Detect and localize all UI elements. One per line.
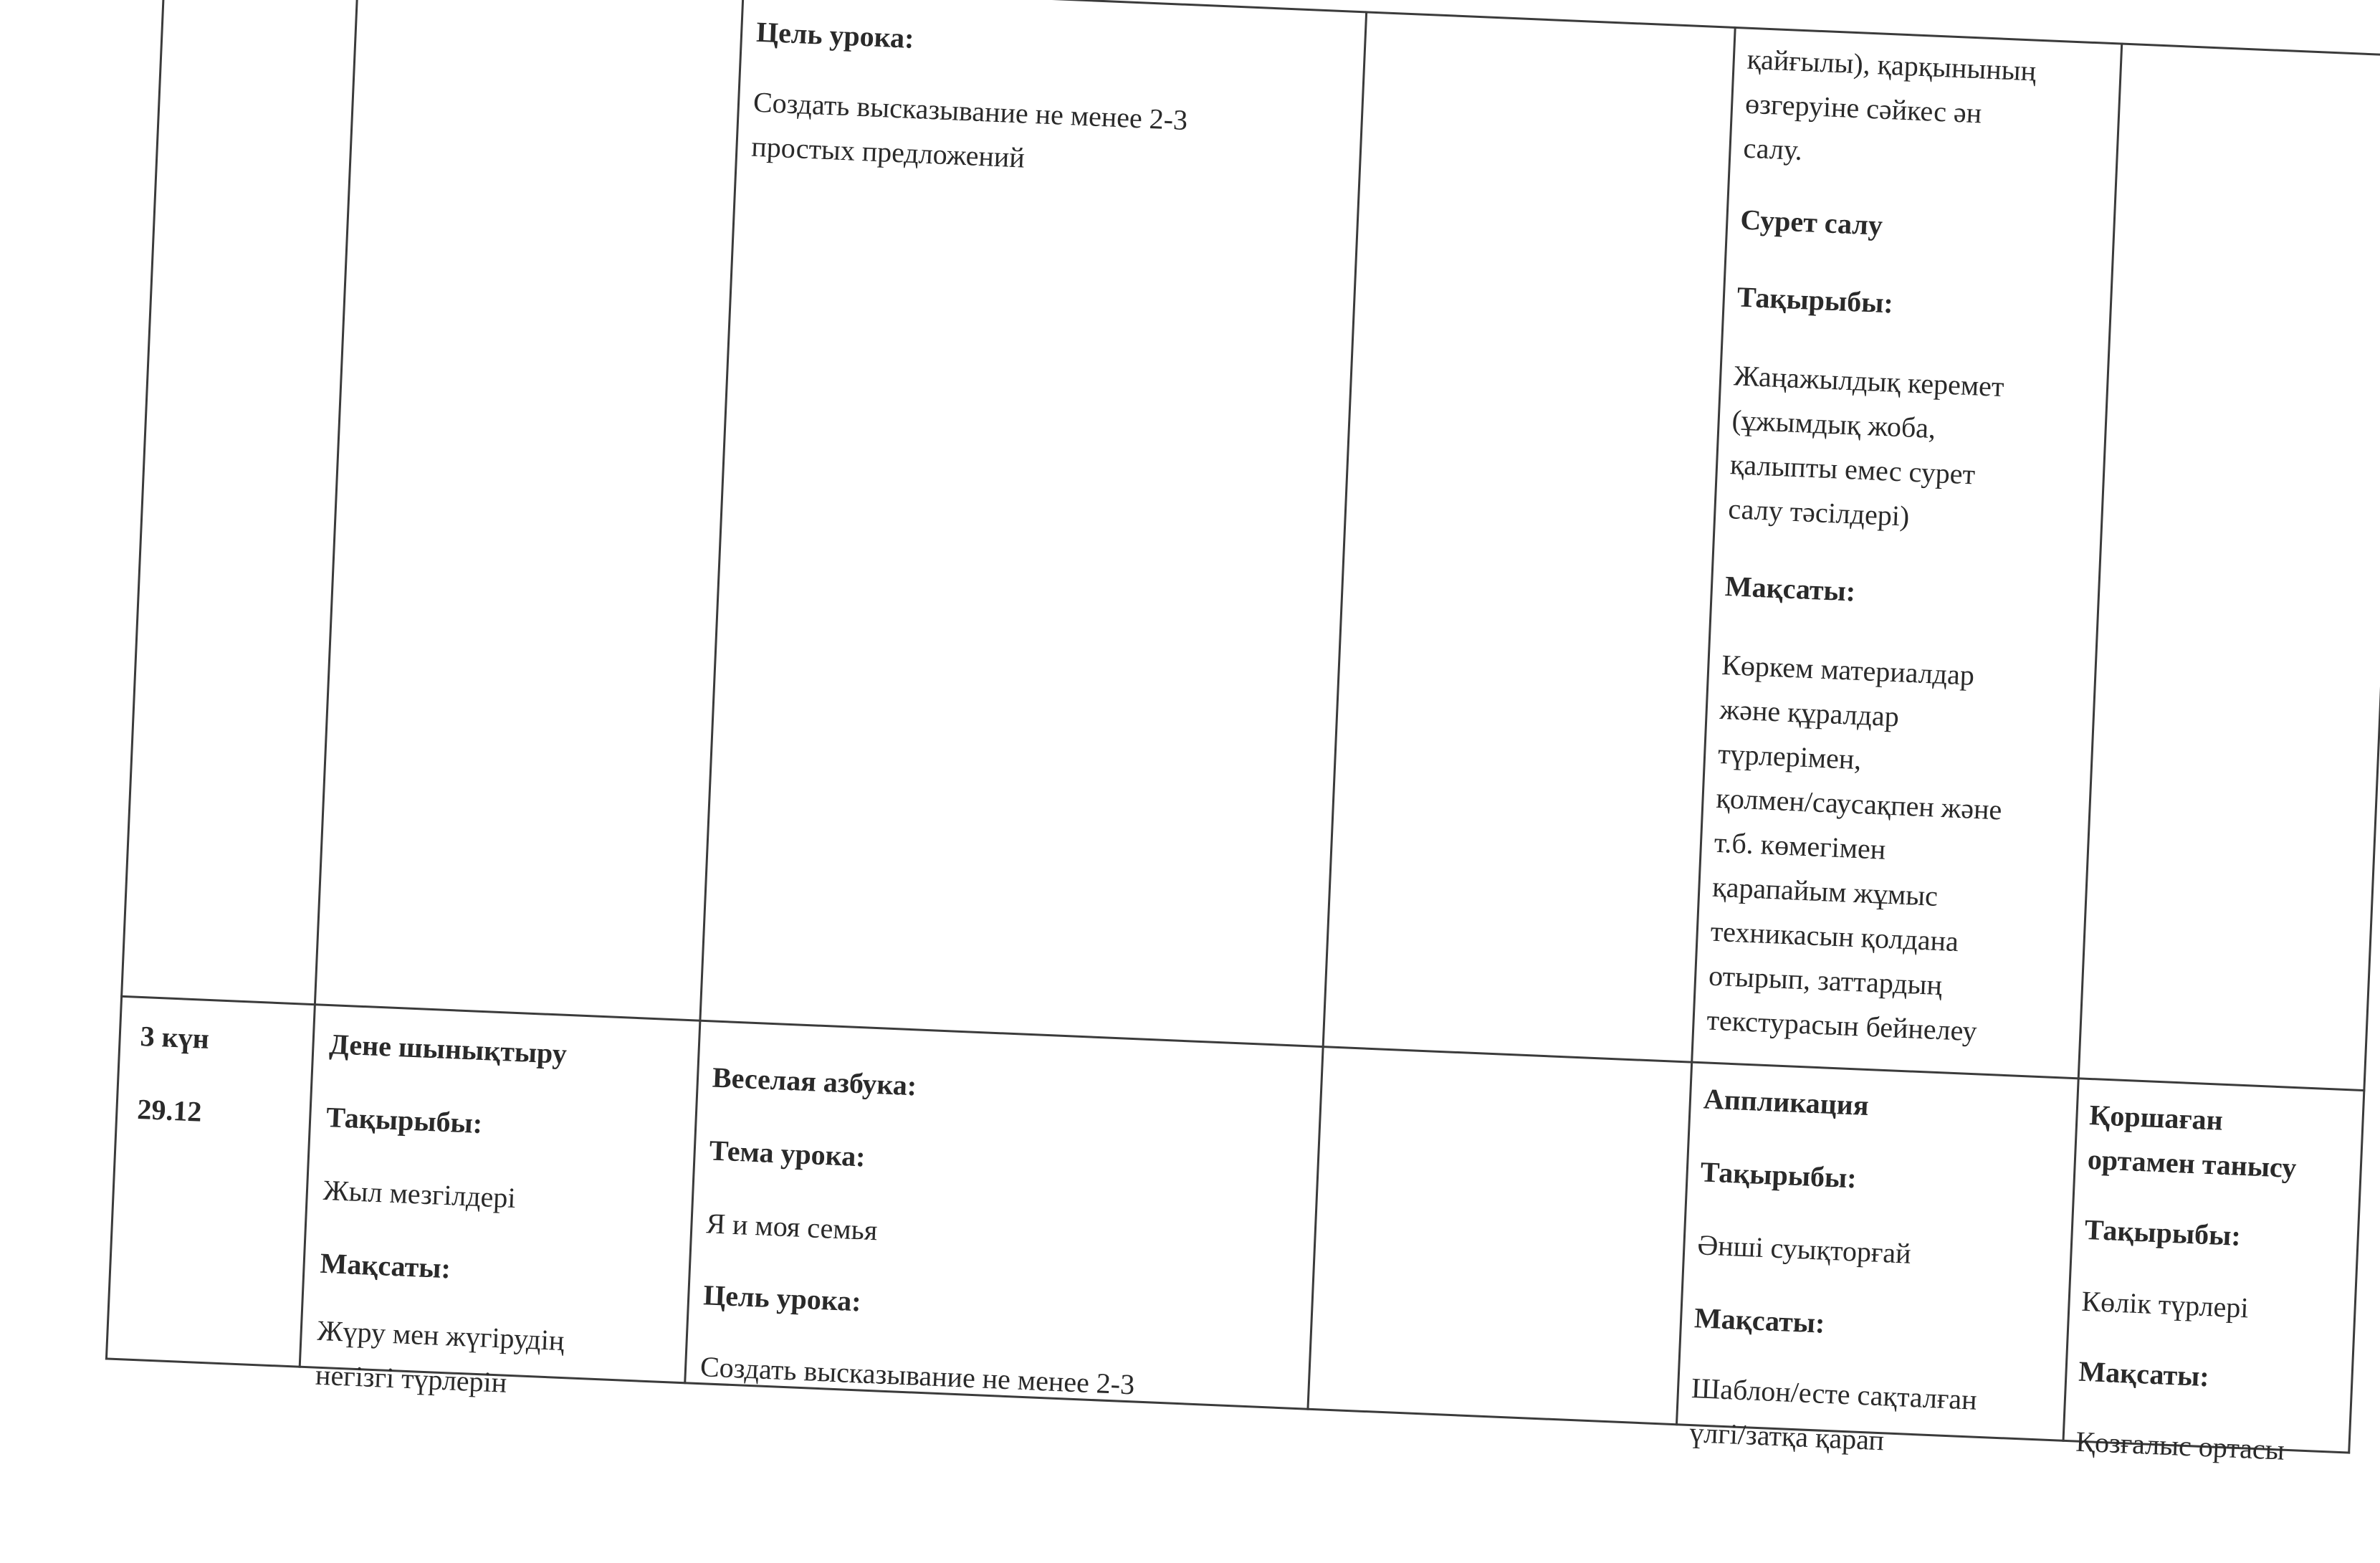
top-col5-continued-text: қайғылы), қарқынының өзгеруіне сәйкес ән салу. bbox=[1742, 42, 2037, 167]
top-col5-subject: Сурет салу bbox=[1739, 203, 1883, 242]
top-col3-goal-label: Цель урока: bbox=[755, 15, 915, 54]
day3-col2-goal-text: Жүру мен жүгірудің негізгі түрлерін bbox=[315, 1314, 565, 1399]
table-top-border bbox=[164, 0, 2380, 57]
day3-col5-topic-label: Тақырыбы: bbox=[1699, 1155, 1858, 1195]
day3-col5-topic-text: Әнші суықторғай bbox=[1696, 1228, 1912, 1270]
col3-divider bbox=[1306, 11, 1367, 1410]
day3-day-label: 3 күн bbox=[139, 1020, 210, 1056]
day3-col2-topic-label: Тақырыбы: bbox=[325, 1100, 484, 1140]
day3-col3-topic-text: Я и моя семья bbox=[705, 1207, 879, 1247]
top-col5-topic-label: Тақырыбы: bbox=[1736, 280, 1894, 320]
day3-col6-goal-label: Мақсаты: bbox=[2078, 1354, 2210, 1393]
top-col5-goal-label: Мақсаты: bbox=[1724, 570, 1857, 608]
day3-col3-goal-label: Цель урока: bbox=[702, 1278, 862, 1318]
day3-col2-subject: Дене шынықтыру bbox=[328, 1028, 568, 1070]
day3-col3-topic-label: Тема урока: bbox=[708, 1134, 866, 1173]
day3-col5-goal-label: Мақсаты: bbox=[1693, 1301, 1826, 1339]
col2-divider bbox=[684, 0, 745, 1384]
day3-col3-subject: Веселая азбука: bbox=[712, 1061, 918, 1102]
col1-divider bbox=[299, 0, 360, 1368]
day3-col2-goal-label: Мақсаты: bbox=[319, 1246, 451, 1285]
day3-col6-goal-text: Қозғалыс ортасы bbox=[2075, 1425, 2285, 1466]
table-left-border bbox=[105, 0, 166, 1359]
top-col5-topic-text: Жаңажылдық керемет (ұжымдық жоба, қалыпты емес сурет салу тәсілдері) bbox=[1727, 359, 2005, 532]
day3-col3-goal-text: Создать высказывание не менее 2-3 bbox=[699, 1350, 1136, 1401]
day3-col5-goal-text: Шаблон/есте сақталған үлгі/затқа қарап bbox=[1688, 1372, 1978, 1457]
top-col3-goal-text: Создать высказывание не менее 2-3 простых предложений bbox=[750, 85, 1189, 174]
day3-col5-subject: Аппликация bbox=[1703, 1082, 1870, 1122]
top-col5-goal-text: Көркем материалдар және құралдар түрлерімен, қолмен/саусақпен және т.б. көмегімен қарапайым жұмыс техникасын қолдана отырып, заттардың текстурасын бейнелеу bbox=[1706, 648, 2003, 1048]
day3-date: 29.12 bbox=[136, 1092, 203, 1128]
day3-col2-topic-text: Жыл мезгілдері bbox=[322, 1173, 517, 1215]
day3-col6-topic-text: Көлік түрлері bbox=[2080, 1284, 2250, 1324]
table-right-border bbox=[2348, 54, 2380, 1453]
day3-col6-topic-label: Тақырыбы: bbox=[2083, 1213, 2242, 1252]
day3-col6-subject: Қоршаған ортамен танысу bbox=[2087, 1099, 2298, 1185]
